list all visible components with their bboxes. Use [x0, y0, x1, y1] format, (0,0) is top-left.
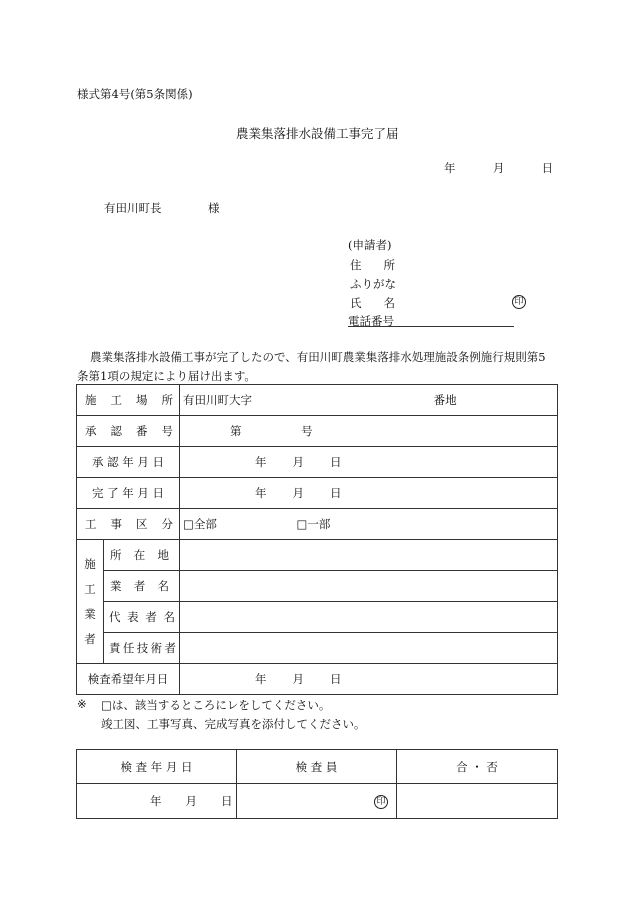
inspection-request-label: 検査希望年月日 — [77, 664, 180, 695]
phone-underline — [348, 326, 514, 327]
addressee-honorific: 様 — [208, 201, 220, 215]
name-label: 氏 名 — [350, 296, 395, 310]
phone-field[interactable] — [348, 313, 514, 330]
note-attachments: 竣工図、工事写真、完成写真を添付してください。 — [101, 717, 366, 731]
approval-dai: 第 — [230, 424, 242, 438]
contractor-representative-row — [77, 602, 558, 633]
approval-go: 号 — [301, 424, 313, 438]
inspection-header-row — [77, 750, 558, 784]
completion-date-cell[interactable]: 年 月 日 — [180, 478, 558, 509]
contractor-engineer-row — [77, 633, 558, 664]
contractor-company-label: 業 者 名 — [104, 571, 180, 602]
document-title: 農業集落排水設備工事完了届 — [236, 126, 399, 141]
form-number: 様式第4号(第5条関係) — [77, 87, 193, 101]
inspector-header: 検 査 員 — [237, 750, 397, 784]
work-type-cell — [180, 509, 558, 540]
note-mark: ※ — [77, 697, 87, 711]
inspection-date-header: 検 査 年 月 日 — [77, 750, 237, 784]
approval-number-row — [77, 416, 558, 447]
work-type-part-checkbox[interactable]: □一部 — [296, 517, 331, 531]
contractor-representative-value[interactable] — [180, 602, 558, 633]
contractor-vertical-label: 施 工 業 者 — [77, 540, 104, 664]
site-row — [77, 385, 558, 416]
approval-date-cell[interactable]: 年 月 日 — [180, 447, 558, 478]
site-banchi: 番地 — [433, 393, 457, 407]
inspection-value-row — [77, 784, 558, 819]
site-value: 有田川町大字 — [183, 393, 252, 407]
body-text-line2: 条第1項の規定により届け出ます。 — [77, 369, 256, 383]
site-value-cell[interactable] — [180, 385, 558, 416]
note-checkbox-instruction: □は、該当するところにレをしてください。 — [101, 698, 331, 712]
body-text-line1: 農業集落排水設備工事が完了したので、有田川町農業集落排水処理施設条例施行規則第5 — [90, 350, 546, 364]
phone-label: 電話番号 — [348, 314, 394, 328]
applicant-header: (申請者) — [348, 238, 392, 252]
inspection-request-cell[interactable]: 年 月 日 — [180, 664, 558, 695]
approval-number-cell[interactable] — [180, 416, 558, 447]
contractor-engineer-value[interactable] — [180, 633, 558, 664]
inspection-table — [76, 749, 558, 819]
submission-date — [444, 160, 553, 176]
result-cell[interactable] — [397, 784, 558, 819]
contractor-location-row — [77, 540, 558, 571]
completion-date-row — [77, 478, 558, 509]
work-type-row — [77, 509, 558, 540]
approval-date-label: 承 認 年 月 日 — [77, 447, 180, 478]
month-label: 月 — [492, 161, 505, 175]
result-header: 合 ・ 否 — [397, 750, 558, 784]
contractor-location-value[interactable] — [180, 540, 558, 571]
approval-date-row — [77, 447, 558, 478]
address-label: 住 所 — [350, 258, 395, 272]
site-label: 施 工 場 所 — [77, 385, 180, 416]
contractor-representative-label: 代 表 者 名 — [104, 602, 180, 633]
contractor-location-label: 所 在 地 — [104, 540, 180, 571]
completion-date-label: 完 了 年 月 日 — [77, 478, 180, 509]
contractor-company-row — [77, 571, 558, 602]
completion-details-table — [76, 384, 558, 695]
work-type-all-checkbox[interactable]: □全部 — [183, 517, 217, 531]
inspector-seal: 印 — [374, 795, 388, 809]
contractor-company-value[interactable] — [180, 571, 558, 602]
inspector-cell[interactable] — [237, 784, 397, 819]
furigana-label: ふりがな — [350, 277, 396, 291]
day-label: 日 — [541, 161, 554, 175]
inspection-date-cell[interactable]: 年 月 日 — [77, 784, 237, 819]
approval-number-label: 承 認 番 号 — [77, 416, 180, 447]
applicant-seal: 印 — [512, 293, 526, 309]
inspection-request-row — [77, 664, 558, 695]
addressee-name: 有田川町長 — [104, 201, 162, 215]
year-label: 年 — [444, 161, 456, 175]
work-type-label: 工 事 区 分 — [77, 509, 180, 540]
contractor-engineer-label: 責 任 技 術 者 — [104, 633, 180, 664]
